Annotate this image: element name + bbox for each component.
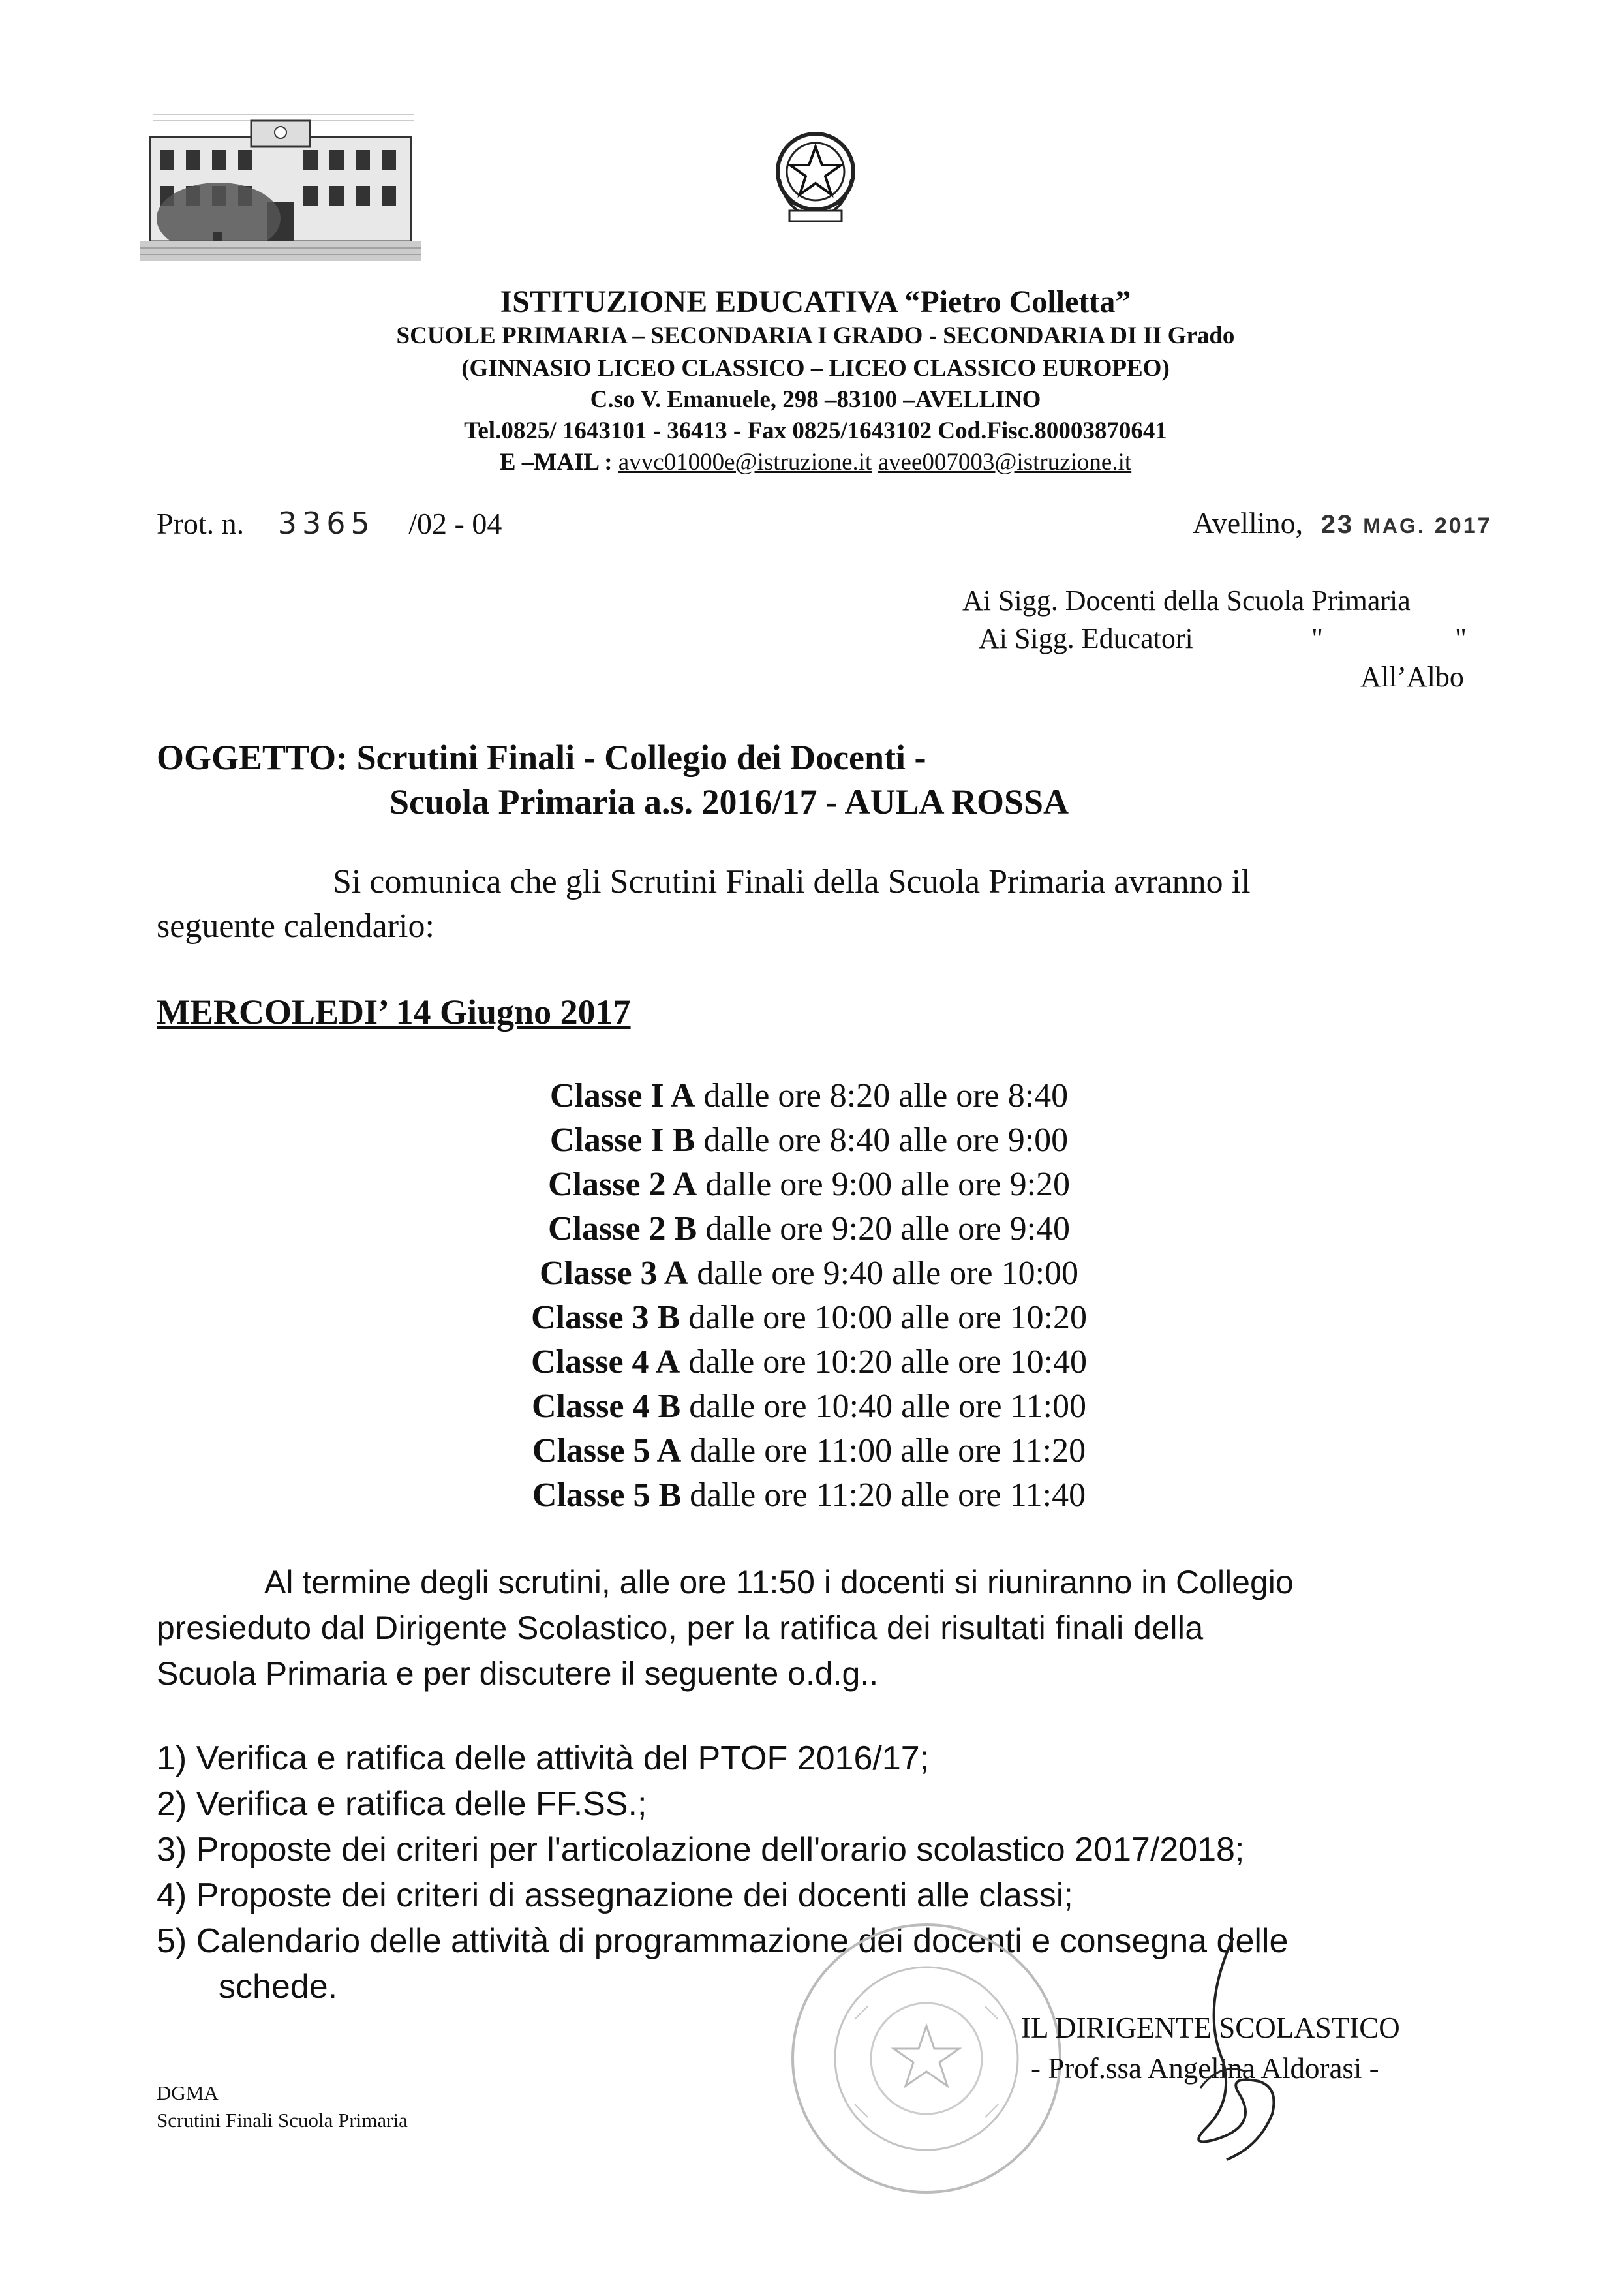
signature-name: - Prof.ssa Angelina Aldorasi - [1031, 2052, 1379, 2085]
footer-doc-name: Scrutini Finali Scuola Primaria [157, 2109, 408, 2132]
date-stamp [1321, 510, 1492, 539]
recipient-educatori-label: Ai Sigg. Educatori [979, 622, 1193, 654]
schedule-row [0, 1387, 1618, 1426]
footer-code: DGMA [157, 2081, 219, 2104]
schedule-time: dalle ore 10:00 alle ore 10:20 [680, 1299, 1088, 1336]
school-phone: Tel.0825/ 1643101 - 36413 - Fax 0825/1643102 Cod.Fisc.80003870641 [464, 418, 1167, 444]
schedule-time: dalle ore 9:40 alle ore 10:00 [688, 1255, 1079, 1292]
stamp-day: 23 [1320, 510, 1354, 539]
ditto-mark-2: " [1455, 622, 1467, 654]
schedule-time: dalle ore 9:00 alle ore 9:20 [697, 1166, 1071, 1203]
recipient-albo: All’Albo [1360, 661, 1464, 693]
schedule-class: Classe 3 A [539, 1255, 689, 1292]
body-line-3: Scuola Primaria e per discutere il seguente o.d.g.. [157, 1655, 879, 1692]
schedule-row [0, 1254, 1618, 1293]
schedule-row [0, 1121, 1618, 1159]
schedule-time: dalle ore 10:40 alle ore 11:00 [680, 1388, 1087, 1425]
schedule-row [0, 1343, 1618, 1381]
agenda-number: 3) [157, 1831, 187, 1869]
schedule-time: dalle ore 11:20 alle ore 11:40 [681, 1477, 1086, 1514]
agenda-text: Verifica e ratifica delle FF.SS.; [196, 1785, 647, 1823]
agenda-number: 4) [157, 1876, 187, 1914]
agenda-text: Verifica e ratifica delle attività del PTOF 2016/17; [196, 1739, 930, 1777]
agenda-text: Proposte dei criteri di assegnazione dei docenti alle classi; [196, 1876, 1073, 1914]
school-building-picture [140, 108, 421, 277]
place-name: Avellino, [1193, 506, 1304, 540]
signature-title: IL DIRIGENTE SCOLASTICO [1021, 2012, 1400, 2044]
schedule-row [0, 1210, 1618, 1248]
agenda-continuation: schede. [219, 1968, 338, 2006]
subject-text-1: Scrutini Finali - Collegio dei Docenti - [356, 738, 926, 777]
schedule-row [0, 1431, 1618, 1470]
intro-line-1: Si comunica che gli Scrutini Finali della Scuola Primaria avranno il [333, 863, 1251, 900]
schedule-time: dalle ore 8:20 alle ore 8:40 [695, 1077, 1069, 1114]
agenda-item [157, 1739, 929, 1778]
schedule-time: dalle ore 10:20 alle ore 10:40 [680, 1343, 1088, 1381]
agenda-text: Proposte dei criteri per l'articolazione dell'orario scolastico 2017/2018; [196, 1831, 1245, 1869]
schedule-class: Classe 3 B [530, 1299, 680, 1336]
institution-name: ISTITUZIONE EDUCATIVA “Pietro Colletta” [500, 284, 1131, 319]
subject-line-1 [157, 737, 926, 778]
email-label: E –MAIL : [499, 449, 618, 476]
school-email-line [261, 448, 1370, 476]
stamp-year: 2017 [1434, 513, 1492, 538]
schedule-class: Classe 5 B [532, 1477, 682, 1514]
agenda-item [157, 1876, 1073, 1915]
protocol-number: 3365 [277, 506, 375, 541]
intro-line-2: seguente calendario: [157, 908, 435, 945]
ditto-mark-1: " [1311, 622, 1323, 654]
schedule-class: Classe 4 B [531, 1388, 681, 1425]
agenda-item [157, 1830, 1244, 1869]
school-types: SCUOLE PRIMARIA – SECONDARIA I GRADO - SECONDARIA DI II Grado [396, 322, 1235, 349]
schedule-class: Classe I B [549, 1122, 695, 1159]
email-link-1[interactable]: avvc01000e@istruzione.it [618, 449, 872, 476]
schedule-row [0, 1077, 1618, 1115]
protocol-suffix: /02 - 04 [408, 507, 502, 540]
schedule-time: dalle ore 11:00 alle ore 11:20 [681, 1432, 1086, 1469]
protocol-label: Prot. n. [157, 507, 245, 540]
agenda-number: 2) [157, 1785, 187, 1823]
licei-types: (GINNASIO LICEO CLASSICO – LICEO CLASSICO EUROPEO) [461, 355, 1170, 382]
schedule-class: Classe 5 A [532, 1432, 682, 1469]
schedule-row [0, 1165, 1618, 1204]
schedule-row [0, 1476, 1618, 1514]
schedule-time: dalle ore 8:40 alle ore 9:00 [695, 1122, 1069, 1159]
schedule-class: Classe 2 A [547, 1166, 697, 1203]
schedule-class: Classe 4 A [530, 1343, 680, 1381]
protocol-line [157, 506, 502, 541]
stamp-month: MAG. [1363, 514, 1426, 538]
republic-emblem-icon [767, 121, 864, 232]
body-line-1: Al termine degli scrutini, alle ore 11:50 i docenti si riuniranno in Collegio [264, 1564, 1294, 1600]
schedule-row [0, 1298, 1618, 1337]
subject-label: OGGETTO: [157, 738, 348, 777]
recipient-docenti: Ai Sigg. Docenti della Scuola Primaria [962, 585, 1411, 617]
school-address: C.so V. Emanuele, 298 –83100 –AVELLINO [590, 386, 1041, 413]
subject-line-2: Scuola Primaria a.s. 2016/17 - AULA ROSSA [389, 782, 1069, 821]
meeting-date-heading: MERCOLEDI’ 14 Giugno 2017 [157, 992, 631, 1032]
schedule-class: Classe 2 B [547, 1210, 697, 1247]
schedule-class: Classe I A [549, 1077, 695, 1114]
recipient-educatori [979, 622, 1467, 655]
agenda-number: 1) [157, 1739, 187, 1777]
schedule-time: dalle ore 9:20 alle ore 9:40 [697, 1210, 1071, 1247]
place-date-line [1193, 506, 1492, 540]
agenda-text: Calendario delle attività di programmazione dei docenti e consegna delle [196, 1922, 1289, 1960]
body-line-2: presieduto dal Dirigente Scolastico, per la ratifica dei risultati finali della [157, 1610, 1204, 1646]
agenda-item [157, 1921, 1288, 1961]
agenda-item [157, 1784, 647, 1824]
handwritten-signature [1161, 1931, 1292, 2166]
email-link-2[interactable]: avee007003@istruzione.it [878, 449, 1132, 476]
agenda-number: 5) [157, 1922, 187, 1960]
